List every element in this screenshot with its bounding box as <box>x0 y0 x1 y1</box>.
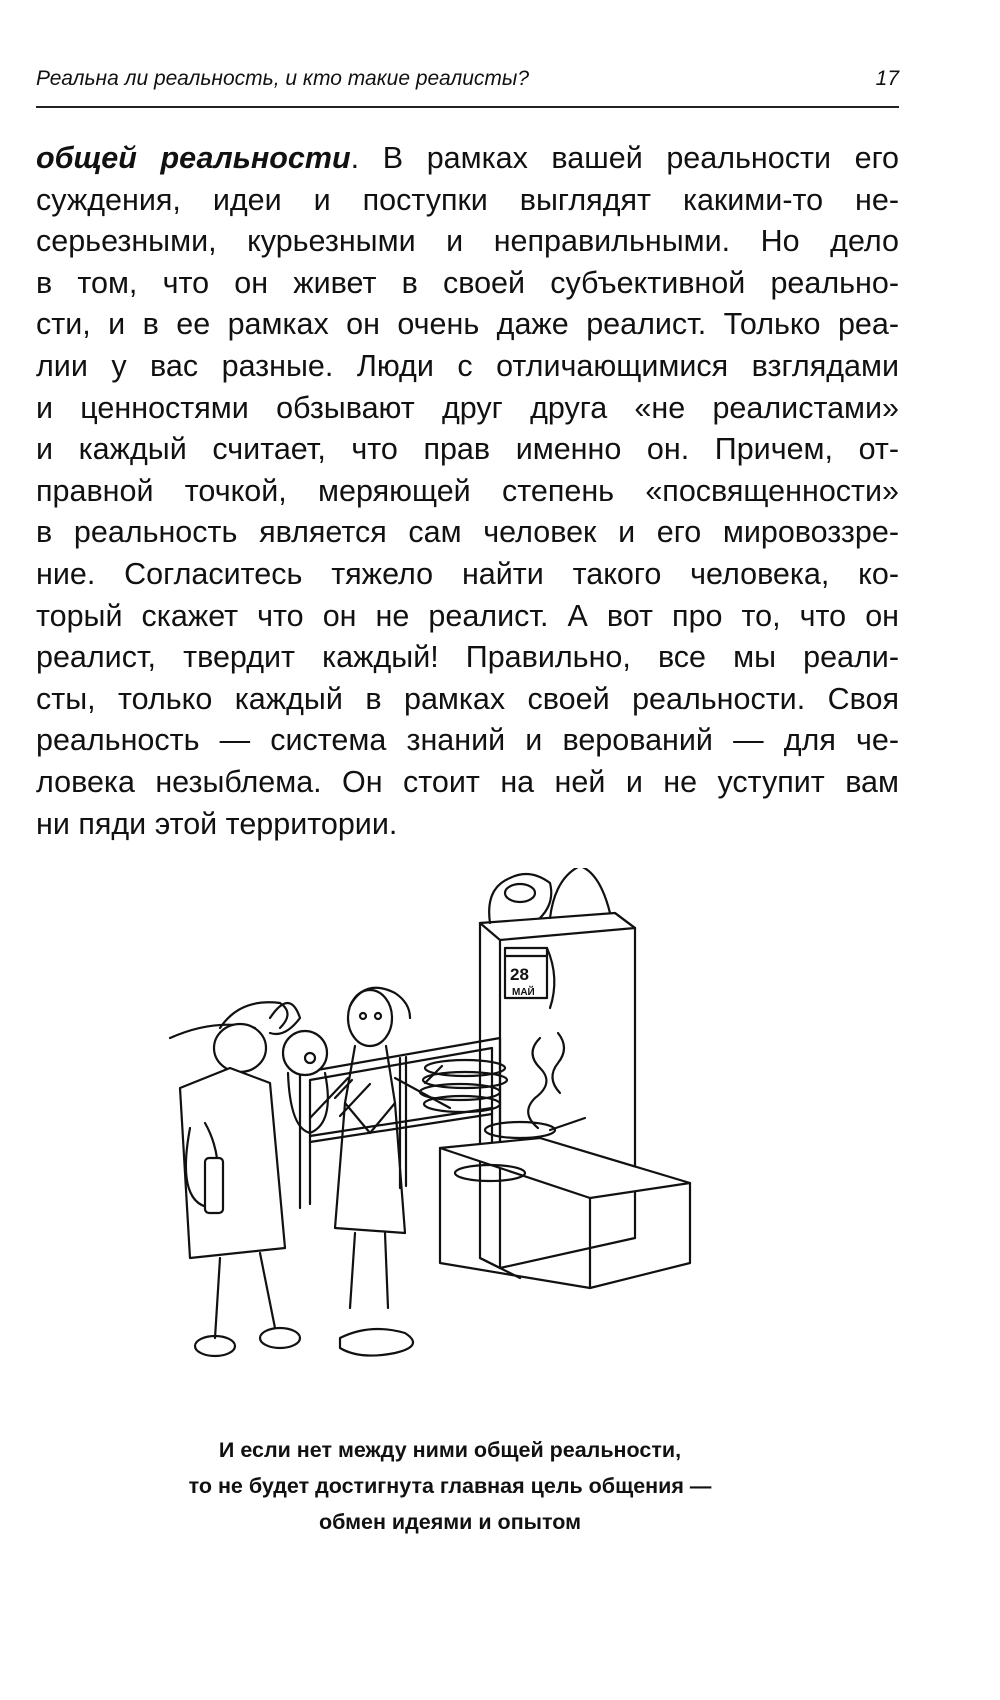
calendar-day: 28 <box>510 965 529 984</box>
smoke <box>528 1033 564 1128</box>
chapter-title: Реальна ли реальность, и кто такие реалисты? <box>36 67 530 90</box>
calendar-month: МАЙ <box>512 987 535 998</box>
stove <box>440 1118 690 1288</box>
running-header <box>36 66 899 100</box>
text-segment: . В рамках вашей реальности его <box>350 141 899 175</box>
text-line: реалист, твердит каждый! Правильно, все мы реали- <box>36 640 899 675</box>
header-rule <box>36 106 899 108</box>
body-paragraph <box>36 138 899 845</box>
refrigerator <box>480 913 635 1278</box>
dish-stack <box>420 1060 507 1112</box>
text-line: и ценностями обзывают друг друга «не реалистами» <box>36 390 899 425</box>
text-line: сты, только каждый в рамках своей реальности. Своя <box>36 681 899 716</box>
text-line: серьезными, курьезными и неправильными. Но дело <box>36 224 899 259</box>
text-line <box>36 138 899 180</box>
text-line: лии у вас разные. Люди с отличающимися взглядами <box>36 348 899 383</box>
kitchen-window <box>300 1038 500 1208</box>
text-line: правной точкой, меряющей степень «посвященности» <box>36 473 899 508</box>
text-line: в реальность является сам человек и его мировоззре- <box>36 515 899 550</box>
floor-puddle <box>340 1329 413 1356</box>
caption-line: то не будет достигнута главная цель общения — <box>188 1474 712 1498</box>
emphasized-term: общей реальности <box>36 141 351 175</box>
baby-figure <box>283 1031 328 1133</box>
text-line: суждения, идеи и поступки выглядят какими-то не- <box>36 182 899 217</box>
text-line: сти, и в ее рамках он очень даже реалист. Только реа- <box>36 307 899 342</box>
text-line: ловека незыблема. Он стоит на ней и не уступит вам <box>36 764 899 799</box>
man-figure <box>170 1002 300 1356</box>
text-line: ни пяди этой территории. <box>36 806 398 841</box>
illustration-caption <box>100 1432 800 1540</box>
woman-figure <box>310 988 450 1308</box>
text-line: в том, что он живет в своей субъективной реально- <box>36 265 899 300</box>
text-line: и каждый считает, что прав именно он. Причем, от- <box>36 432 899 467</box>
wall-calendar <box>505 948 554 1008</box>
text-line: ние. Согласитесь тяжело найти такого человека, ко- <box>36 556 899 591</box>
cartoon-illustration <box>160 868 740 1413</box>
text-line: торый скажет что он не реалист. А вот про то, что он <box>36 598 899 633</box>
caption-line: обмен идеями и опытом <box>318 1510 582 1534</box>
page-number: 17 <box>875 67 899 90</box>
text-line: реальность — система знаний и верований — для че- <box>36 723 899 758</box>
caption-line: И если нет между ними общей реальности, <box>218 1438 682 1462</box>
